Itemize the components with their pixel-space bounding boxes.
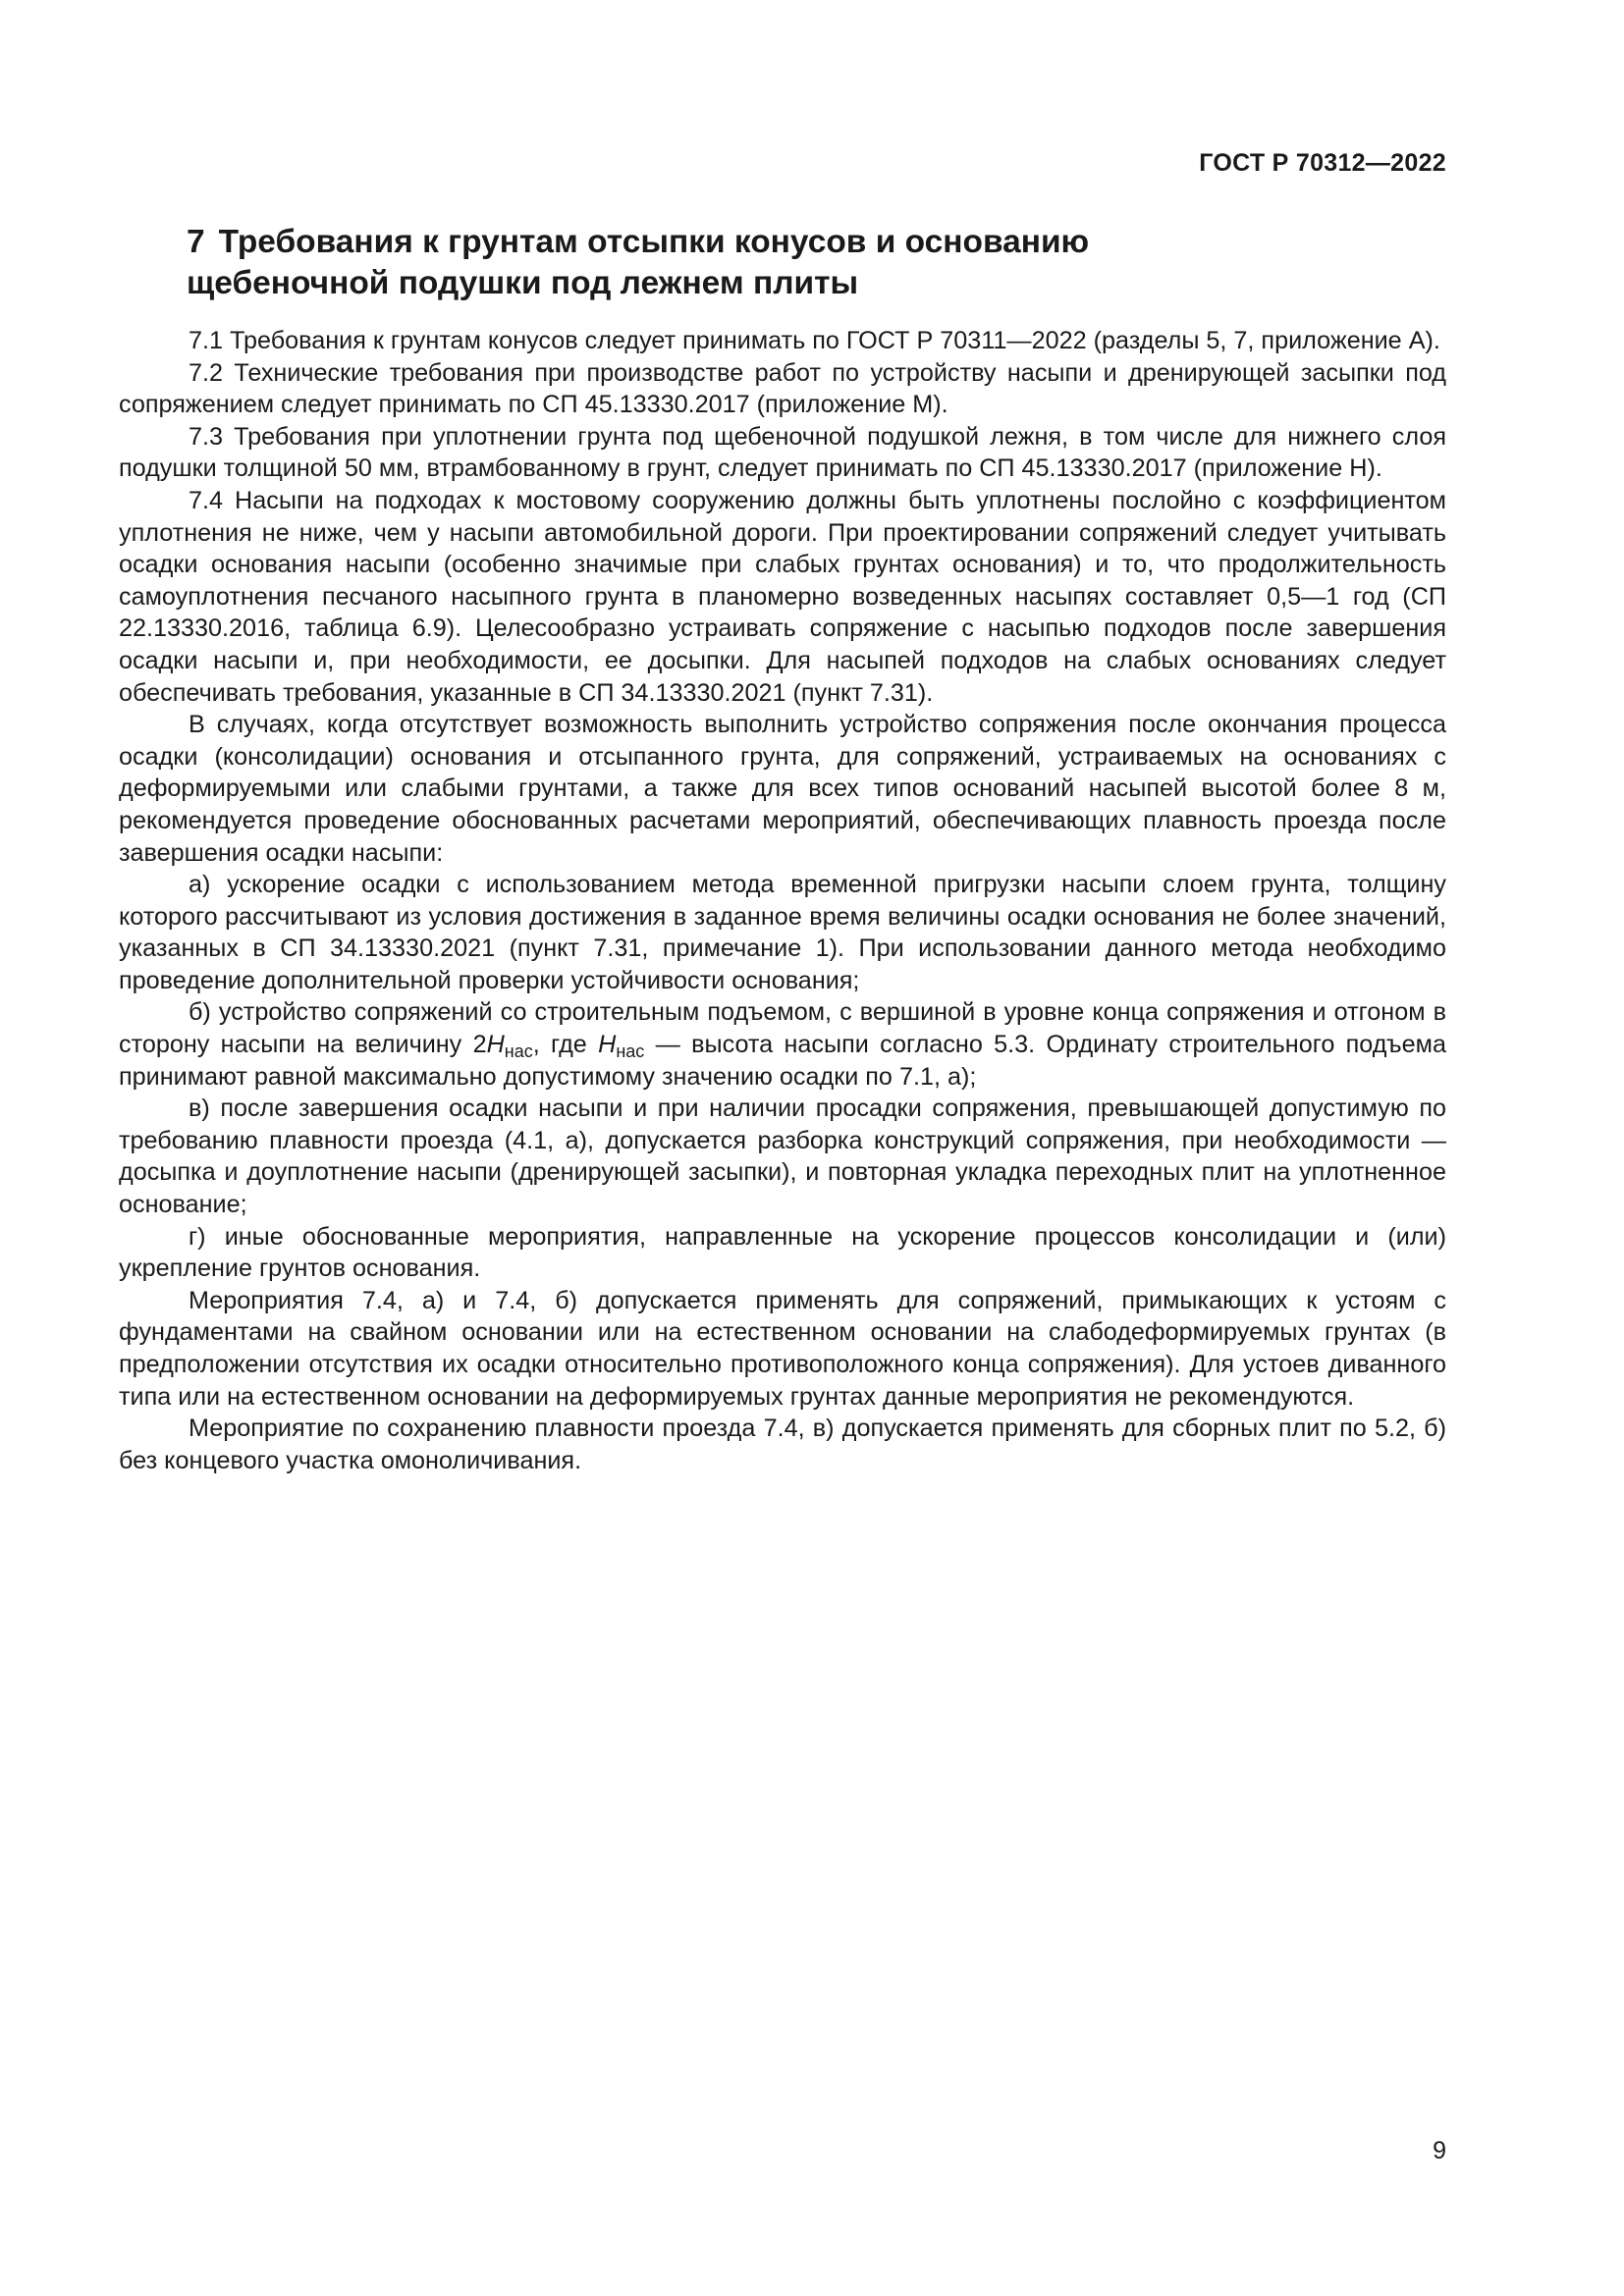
symbol-h-2: H: [598, 1031, 617, 1059]
item-b-text-3: — высота насыпи согласно 5.3. Ординату строительного подъема принимают равной максимально допустимому значению осадки по 7.1, а);: [119, 1031, 1446, 1091]
document-code-header: ГОСТ Р 70312—2022: [1199, 149, 1446, 177]
section-title-text-1: Требования к грунтам отсыпки конусов и основанию: [218, 224, 1090, 260]
subscript-nas-1: нас: [504, 1041, 533, 1062]
subscript-nas-2: нас: [616, 1041, 645, 1062]
paragraph-7-4: 7.4 Насыпи на подходах к мостовому сооружению должны быть уплотнены послойно с коэффициентом уплотнения не ниже, чем у насыпи автомобильной дороги. При проектировании сопряжений следует учитывать осадки основания насыпи (особенно значимые при слабых грунтах основания) и то, что продолжительность самоуплотнения песчаного насыпного грунта в планомерно возведенных насыпях составляет 0,5—1 год (СП 22.13330.2016, таблица 6.9). Целесообразно устраивать сопряжение с насыпью подходов после завершения осадки насыпи и, при необходимости, ее досыпки. Для насыпей подходов на слабых основаниях следует обеспечивать требования, указанные в СП 34.13330.2021 (пункт 7.31).: [119, 486, 1446, 707]
paragraph-measures: Мероприятия 7.4, а) и 7.4, б) допускается применять для сопряжений, примыкающих к устоям с фундаментами на свайном основании или на естественном основании на слабодеформируемых грунтах (в предположении отсутствия их осадки относительно противоположного конца сопряжения). Для устоев диванного типа или на естественном основании на деформируемых грунтах данные мероприятия не рекомендуются.: [119, 1286, 1446, 1411]
item-b-text-1: б) устройство сопряжений со строительным подъемом, с вершиной в уровне конца сопряжения и отгоном в сторону насыпи на величину 2: [119, 998, 1446, 1059]
section-body: [119, 325, 1446, 1476]
section-title-text-2: щебеночной подушки под лежнем плиты: [187, 265, 859, 301]
page-number: 9: [1433, 2137, 1446, 2164]
paragraph-7-1: 7.1 Требования к грунтам конусов следует принимать по ГОСТ Р 70311—2022 (разделы 5, 7, приложение А).: [189, 327, 1440, 354]
item-b-text-2: , где: [532, 1031, 599, 1059]
section-number: 7: [187, 224, 205, 260]
paragraph-7-2: 7.2 Технические требования при производстве работ по устройству насыпи и дренирующей засыпки под сопряжением следует принимать по СП 45.13330.2017 (приложение М).: [119, 358, 1446, 419]
section-heading: [187, 222, 1267, 304]
paragraph-7-3: 7.3 Требования при уплотнении грунта под щебеночной подушкой лежня, в том числе для нижнего слоя подушки толщиной 50 мм, втрамбованному в грунт, следует принимать по СП 45.13330.2017 (приложение Н).: [119, 422, 1446, 483]
symbol-h-1: H: [486, 1031, 505, 1059]
paragraph-cases: В случаях, когда отсутствует возможность выполнить устройство сопряжения после окончания процесса осадки (консолидации) основания и отсыпанного грунта, для сопряжений, устраиваемых на основаниях с деформируемыми или слабыми грунтами, а также для всех типов оснований насыпей высотой более 8 м, рекомендуется проведение обоснованных расчетами мероприятий, обеспечивающих плавность проезда после завершения осадки насыпи:: [119, 711, 1446, 867]
list-item-b: [119, 996, 1446, 1093]
list-item-v: в) после завершения осадки насыпи и при наличии просадки сопряжения, превышающей допустимую по требованию плавности проезда (4.1, а), допускается разборка конструкций сопряжения, при необходимости — досыпка и доуплотнение насыпи (дренирующей засыпки), и повторная укладка переходных плит на уплотненное основание;: [119, 1095, 1446, 1219]
list-item-g: г) иные обоснованные мероприятия, направленные на ускорение процессов консолидации и (или) укрепление грунтов основания.: [119, 1222, 1446, 1283]
section-heading-line1: [187, 222, 1267, 263]
paragraph-smoothness: Мероприятие по сохранению плавности проезда 7.4, в) допускается применять для сборных плит по 5.2, б) без концевого участка омоноличивания.: [119, 1415, 1446, 1474]
list-item-a: а) ускорение осадки с использованием метода временной пригрузки насыпи слоем грунта, толщину которого рассчитывают из условия достижения в заданное время величины осадки основания не более значений, указанных в СП 34.13330.2021 (пункт 7.31, примечание 1). При использовании данного метода необходимо проведение дополнительной проверки устойчивости основания;: [119, 871, 1446, 994]
